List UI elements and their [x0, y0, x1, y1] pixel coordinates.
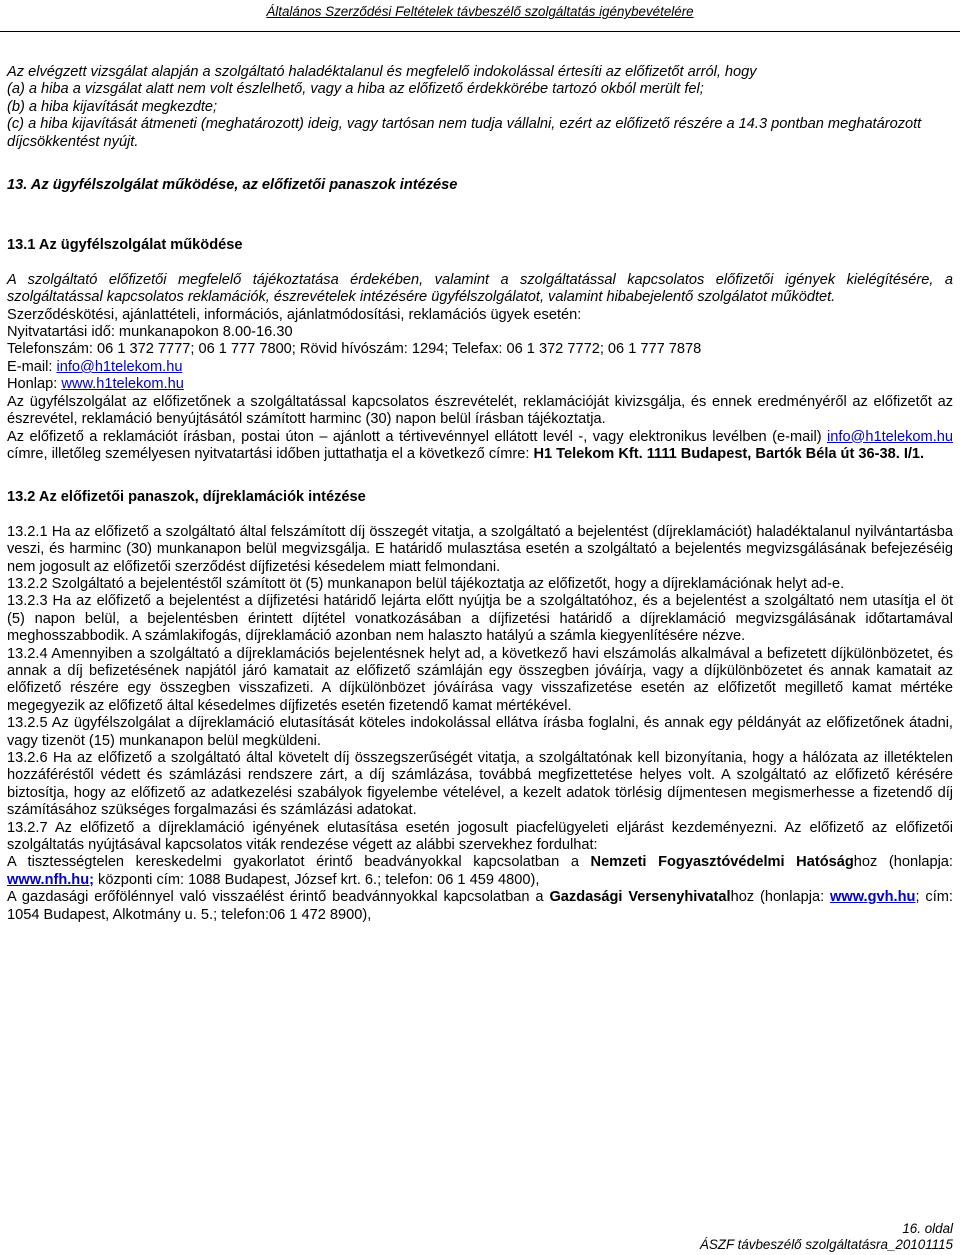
section-13-2-3: 13.2.3 Ha az előfizető a bejelentést a díjfizetési határidő lejárta előtt nyújtja be a szolgáltatóhoz, és a bejelentést a szolgáltató nem utasítja el öt (5) napon belül, a bejelentésben érintett díjtétel vonatkozásában a díjfizetési határidő a díjreklamáció megvizsgálásának időtartamával meghosszabbodik. A számlakifogás, díjreklamáció azonban nem halaszto hatályú a számla kiegyenlítésére nézve.: [7, 593, 953, 645]
section-13-2-1: 13.2.1 Ha az előfizető a szolgáltató által felszámított díj összegét vitatja, a szolgáltató a bejelentést (díjreklamációt) haladéktalanul nyilvántartásba veszi, és harminc (30) munkanapon belül megvizsgálja. E határidő mulasztása esetén a szolgáltató a bejelentés megvizsgálásának befejezéséig nem jogosult az előfizetői szerződést díjfizetési késedelem miatt felmondani.: [7, 523, 953, 575]
text-span: A tisztességtelen kereskedelmi gyakorlatot érintő beadványokkal kapcsolatban a: [7, 854, 591, 871]
gvh-paragraph: [7, 889, 953, 924]
section-13-2-5: 13.2.5 Az ügyfélszolgálat a díjreklamáció elutasítását köteles indokolással ellátva írásba foglalni, és annak egy példányát az előfizetőnek átadni, vagy tizenöt (15) munkanapon belül megküldeni.: [7, 715, 953, 749]
section-13-1-paragraph-1: A szolgáltató előfizetői megfelelő tájékoztatása érdekében, valamint a szolgáltatással kapcsolatos előfizetői igények kielégítésére, a szolgáltatással kapcsolatos reklamációk, észrevételek intézésére ügyfélszolgálatot, valamint hibabejelentő szolgálatot működtet.: [7, 271, 953, 306]
section-13-2-6: 13.2.6 Ha az előfizető a szolgáltató által követelt díj összegszerűségét vitatja, a szolgáltatónak kell bizonyítania, hogy a hálózata az illetéktelen hozzáféréstől védett és számlázási rendszere zárt, a díj számlázása, továbbá megfizettetése helyes volt. A szolgáltató az előfizető kérésére biztosítja, hogy az előfizető az adatkezelési szabályok figyelembe vételével, a kezelt adatok törlésig díjmentesen megismerhesse a fizetendő díj számításához szükséges forgalmazási és számlázási adatokat.: [7, 750, 953, 819]
email-link[interactable]: info@h1telekom.hu: [56, 358, 183, 375]
nfh-name: Nemzeti Fogyasztóvédelmi Hatóság: [590, 854, 854, 871]
section-13-2-7: 13.2.7 Az előfizető a díjreklamáció igényének elutasítása esetén jogosult piacfelügyeleti eljárást kezdeményezni. Az előfizető az előfizetői szolgáltatás nyújtásával kapcsolatos viták rendezése végett az alábbi szervekhez fordulhat:: [7, 819, 953, 854]
section-13-2-heading: 13.2 Az előfizetői panaszok, díjreklamációk intézése: [7, 489, 366, 506]
section-13-2-4: 13.2.4 Amennyiben a szolgáltató a díjreklamációs bejelentésnek helyt ad, a következő havi elszámolás alkalmával a befizetett díjkülönbözetet, és annak a díj befizetésének napjától járó kamatait az előfizető számláján egy összegben jóváírja, vagy a díjkülönbözetet és annak kamatait az előfizető részére egy összegben visszafizeti. A díjkülönbözet jóváírása vagy visszafizetése esetén az előfizetőt megillető kamat mértéke megegyezik az előfizető által késedelmes díjfizetés esetén fizetendő kamat mértékével.: [7, 645, 953, 714]
section-13-1-heading: 13.1 Az ügyfélszolgálat működése: [7, 237, 243, 254]
section-13-1-paragraph-2: Szerződéskötési, ajánlattételi, információs, ajánlatmódosítási, reklamációs ügyek esetén:: [7, 306, 582, 323]
website-label: Honlap:: [7, 376, 62, 393]
company-address: H1 Telekom Kft. 1111 Budapest, Bartók Béla út 36-38. I/1.: [533, 445, 925, 462]
text-span: címre, illetőleg személyesen nyitvatartási időben juttathatja el a következő címre:: [7, 445, 534, 462]
intro-paragraph: Az elvégzett vizsgálat alapján a szolgáltató haladéktalanul és megfelelő indokolással értesíti az előfizetőt arról, hogy: [7, 64, 757, 80]
intro-item-c: (c) a hiba kijavítását átmeneti (meghatározott) ideig, vagy tartósan nem tudja vállalni, ezért az előfizető részére a 14.3 pontban meghatározott díjcsökkentést nyújt.: [7, 116, 922, 150]
header-rule: [0, 31, 960, 32]
section-13-2-2: 13.2.2 Szolgáltató a bejelentéstől számított öt (5) munkanapon belül tájékoztatja az előfizetőt, hogy a díjreklamációnak helyt ad-e.: [7, 575, 845, 592]
section-13-1-paragraph-6: [7, 429, 953, 464]
website-line: [7, 376, 953, 393]
email-line: [7, 359, 953, 376]
document-id: ÁSZF távbeszélő szolgáltatásra_20101115: [699, 1237, 953, 1252]
text-span: hoz (honlapja:: [853, 854, 953, 871]
text-span: ; cím: 1054 Budapest, Alkotmány u. 5.; telefon:06 1 472 8900),: [7, 889, 953, 923]
intro-item-a: (a) a hiba a vizsgálat alatt nem volt észlelhető, vagy a hiba az előfizető érdekkörébe tartozó okból merült fel;: [7, 81, 704, 98]
section-13-heading: 13. Az ügyfélszolgálat működése, az előfizetői panaszok intézése: [7, 177, 458, 194]
nfh-paragraph: [7, 854, 953, 889]
phone-numbers: Telefonszám: 06 1 372 7777; 06 1 777 7800; Rövid hívószám: 1294; Telefax: 06 1 372 7772; 06 1 777 7878: [7, 341, 702, 358]
page-header: [0, 0, 960, 37]
opening-hours: Nyitvatartási idő: munkanapokon 8.00-16.30: [7, 324, 293, 341]
section-13-1-paragraph-5: Az ügyfélszolgálat az előfizetőnek a szolgáltatással kapcsolatos észrevételét, reklamációját kivizsgálja, és ennek eredményéről az előfizetőt az észrevétel, reklamáció benyújtásától számított harminc (30) napon belül írásban tájékoztatja.: [7, 393, 953, 428]
gvh-name: Gazdasági Versenyhivatal: [549, 889, 731, 906]
page-footer: [700, 1221, 953, 1253]
header-title: Általános Szerződési Feltételek távbeszélő szolgáltatás igénybevételére: [266, 4, 694, 19]
text-span: központi cím: 1088 Budapest, József krt. 6.; telefon: 06 1 459 4800),: [94, 871, 540, 888]
page-number: 16. oldal: [902, 1221, 953, 1236]
intro-item-b: (b) a hiba kijavítását megkezdte;: [7, 98, 218, 115]
email-link-2[interactable]: info@h1telekom.hu: [827, 428, 953, 445]
text-span: Az előfizető a reklamációt írásban, postai úton – ajánlott a tértivevénnyel ellátott levél -, vagy elektronikus levélben (e-mail): [7, 428, 828, 445]
text-span: hoz (honlapja:: [730, 889, 831, 906]
text-span: A gazdasági erőfölénnyel való visszaélést érintő beadvánnyokkal kapcsolatban a: [7, 889, 550, 906]
website-link[interactable]: www.h1telekom.hu: [61, 376, 184, 393]
document-body: [7, 64, 953, 924]
email-label: E-mail:: [7, 358, 57, 375]
nfh-link[interactable]: www.nfh.hu;: [7, 871, 94, 888]
gvh-link[interactable]: www.gvh.hu: [830, 889, 916, 906]
